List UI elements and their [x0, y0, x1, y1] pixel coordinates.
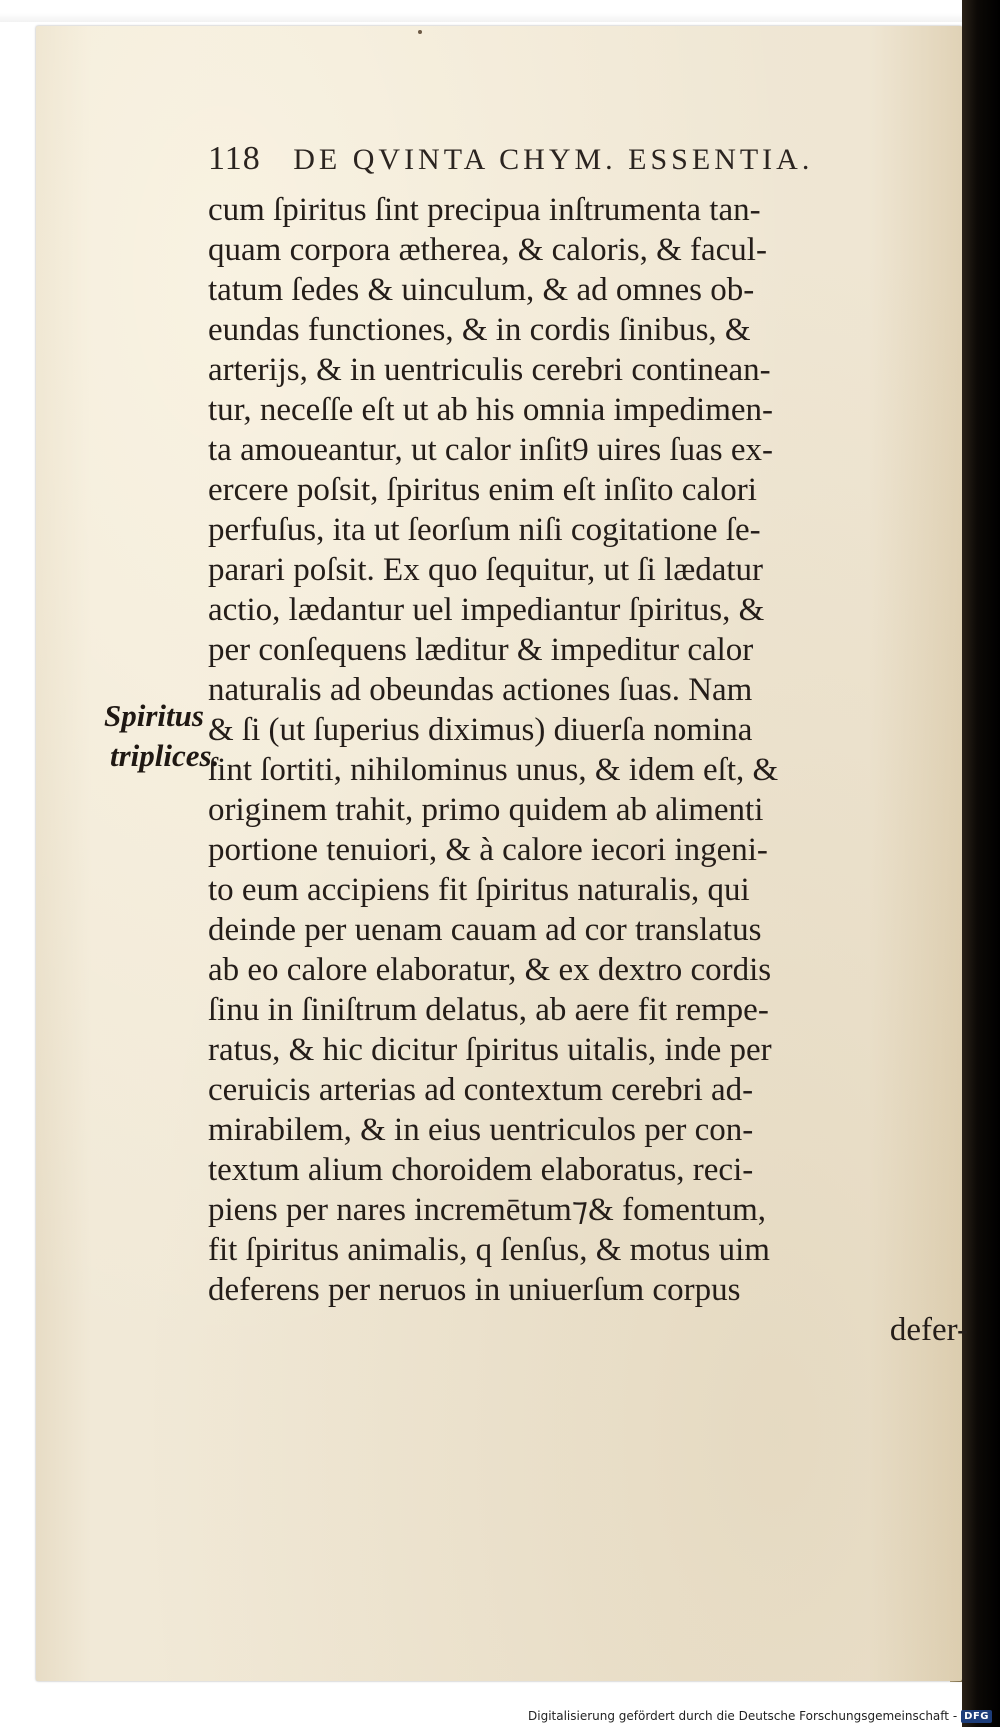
- scan-top-border: [0, 0, 1000, 22]
- text-line: ab eo calore elaboratur, & ex dextro cordis: [208, 952, 772, 988]
- ink-speck: [418, 30, 422, 34]
- text-line: ſint ſortiti, nihilominus unus, & idem eſt, &: [208, 752, 779, 788]
- digitization-credit: [528, 1709, 992, 1723]
- text-line: quam corpora ætherea, & caloris, & facul-: [208, 232, 767, 268]
- text-line: parari poſsit. Ex quo ſequitur, ut ſi lædatur: [208, 552, 764, 588]
- text-line: tatum ſedes & uinculum, & ad omnes ob-: [208, 272, 755, 308]
- margin-note-spiritus: Spiritus: [104, 698, 204, 733]
- running-header: [208, 140, 868, 178]
- text-line: deinde per uenam cauam ad cor translatus: [208, 912, 762, 948]
- text-line: mirabilem, & in eius uentriculos per con-: [208, 1112, 754, 1148]
- dfg-logo: DFG: [961, 1710, 992, 1723]
- text-line: piens per nares incremētum⁊& fomentum,: [208, 1192, 766, 1228]
- text-line: eundas functiones, & in cordis ſinibus, &: [208, 312, 751, 348]
- text-line: fit ſpiritus animalis, q ſenſus, & motus uim: [208, 1232, 770, 1268]
- text-line: arterijs, & in uentriculis cerebri continean-: [208, 352, 771, 388]
- text-line: per conſequens læditur & impeditur calor: [208, 632, 754, 668]
- margin-note-triplices: triplices.: [110, 738, 220, 773]
- catchword: defer-: [889, 1312, 968, 1348]
- text-line: cum ſpiritus ſint precipua inſtrumenta tan-: [208, 192, 761, 228]
- text-line: ſinu in ſiniſtrum delatus, ab aere fit rempe-: [208, 992, 769, 1028]
- text-line: naturalis ad obeundas actiones ſuas. Nam: [208, 672, 753, 708]
- text-line: ceruicis arterias ad contextum cerebri ad-: [208, 1072, 754, 1108]
- text-line: ta amoueantur, ut calor inſit9 uires ſuas ex-: [208, 432, 773, 468]
- text-line: actio, lædantur uel impediantur ſpiritus, &: [208, 592, 765, 628]
- text-line: tur, neceſſe eſt ut ab his omnia impedimen-: [208, 392, 774, 428]
- text-line: ercere poſsit, ſpiritus enim eſt inſito calori: [208, 472, 757, 508]
- text-line: & ſi (ut ſuperius diximus) diuerſa nomina: [208, 712, 753, 748]
- scanner-border: [962, 0, 1000, 1727]
- text-line: to eum accipiens fit ſpiritus naturalis, qui: [208, 872, 750, 908]
- page-number: 118: [208, 140, 261, 177]
- running-title: DE QVINTA CHYM. ESSENTIA.: [293, 143, 814, 176]
- credit-text: Digitalisierung gefördert durch die Deutsche Forschungsgemeinschaft -: [528, 1709, 958, 1723]
- text-line: ratus, & hic dicitur ſpiritus uitalis, inde per: [208, 1032, 772, 1068]
- text-line: deferens per neruos in uniuerſum corpus: [208, 1272, 741, 1308]
- text-line: originem trahit, primo quidem ab alimenti: [208, 792, 764, 828]
- text-line: textum alium choroidem elaboratus, reci-: [208, 1152, 754, 1188]
- text-line: perfuſus, ita ut ſeorſum niſi cogitatione ſe-: [208, 512, 761, 548]
- text-line: portione tenuiori, & à calore iecori ingeni-: [208, 832, 768, 868]
